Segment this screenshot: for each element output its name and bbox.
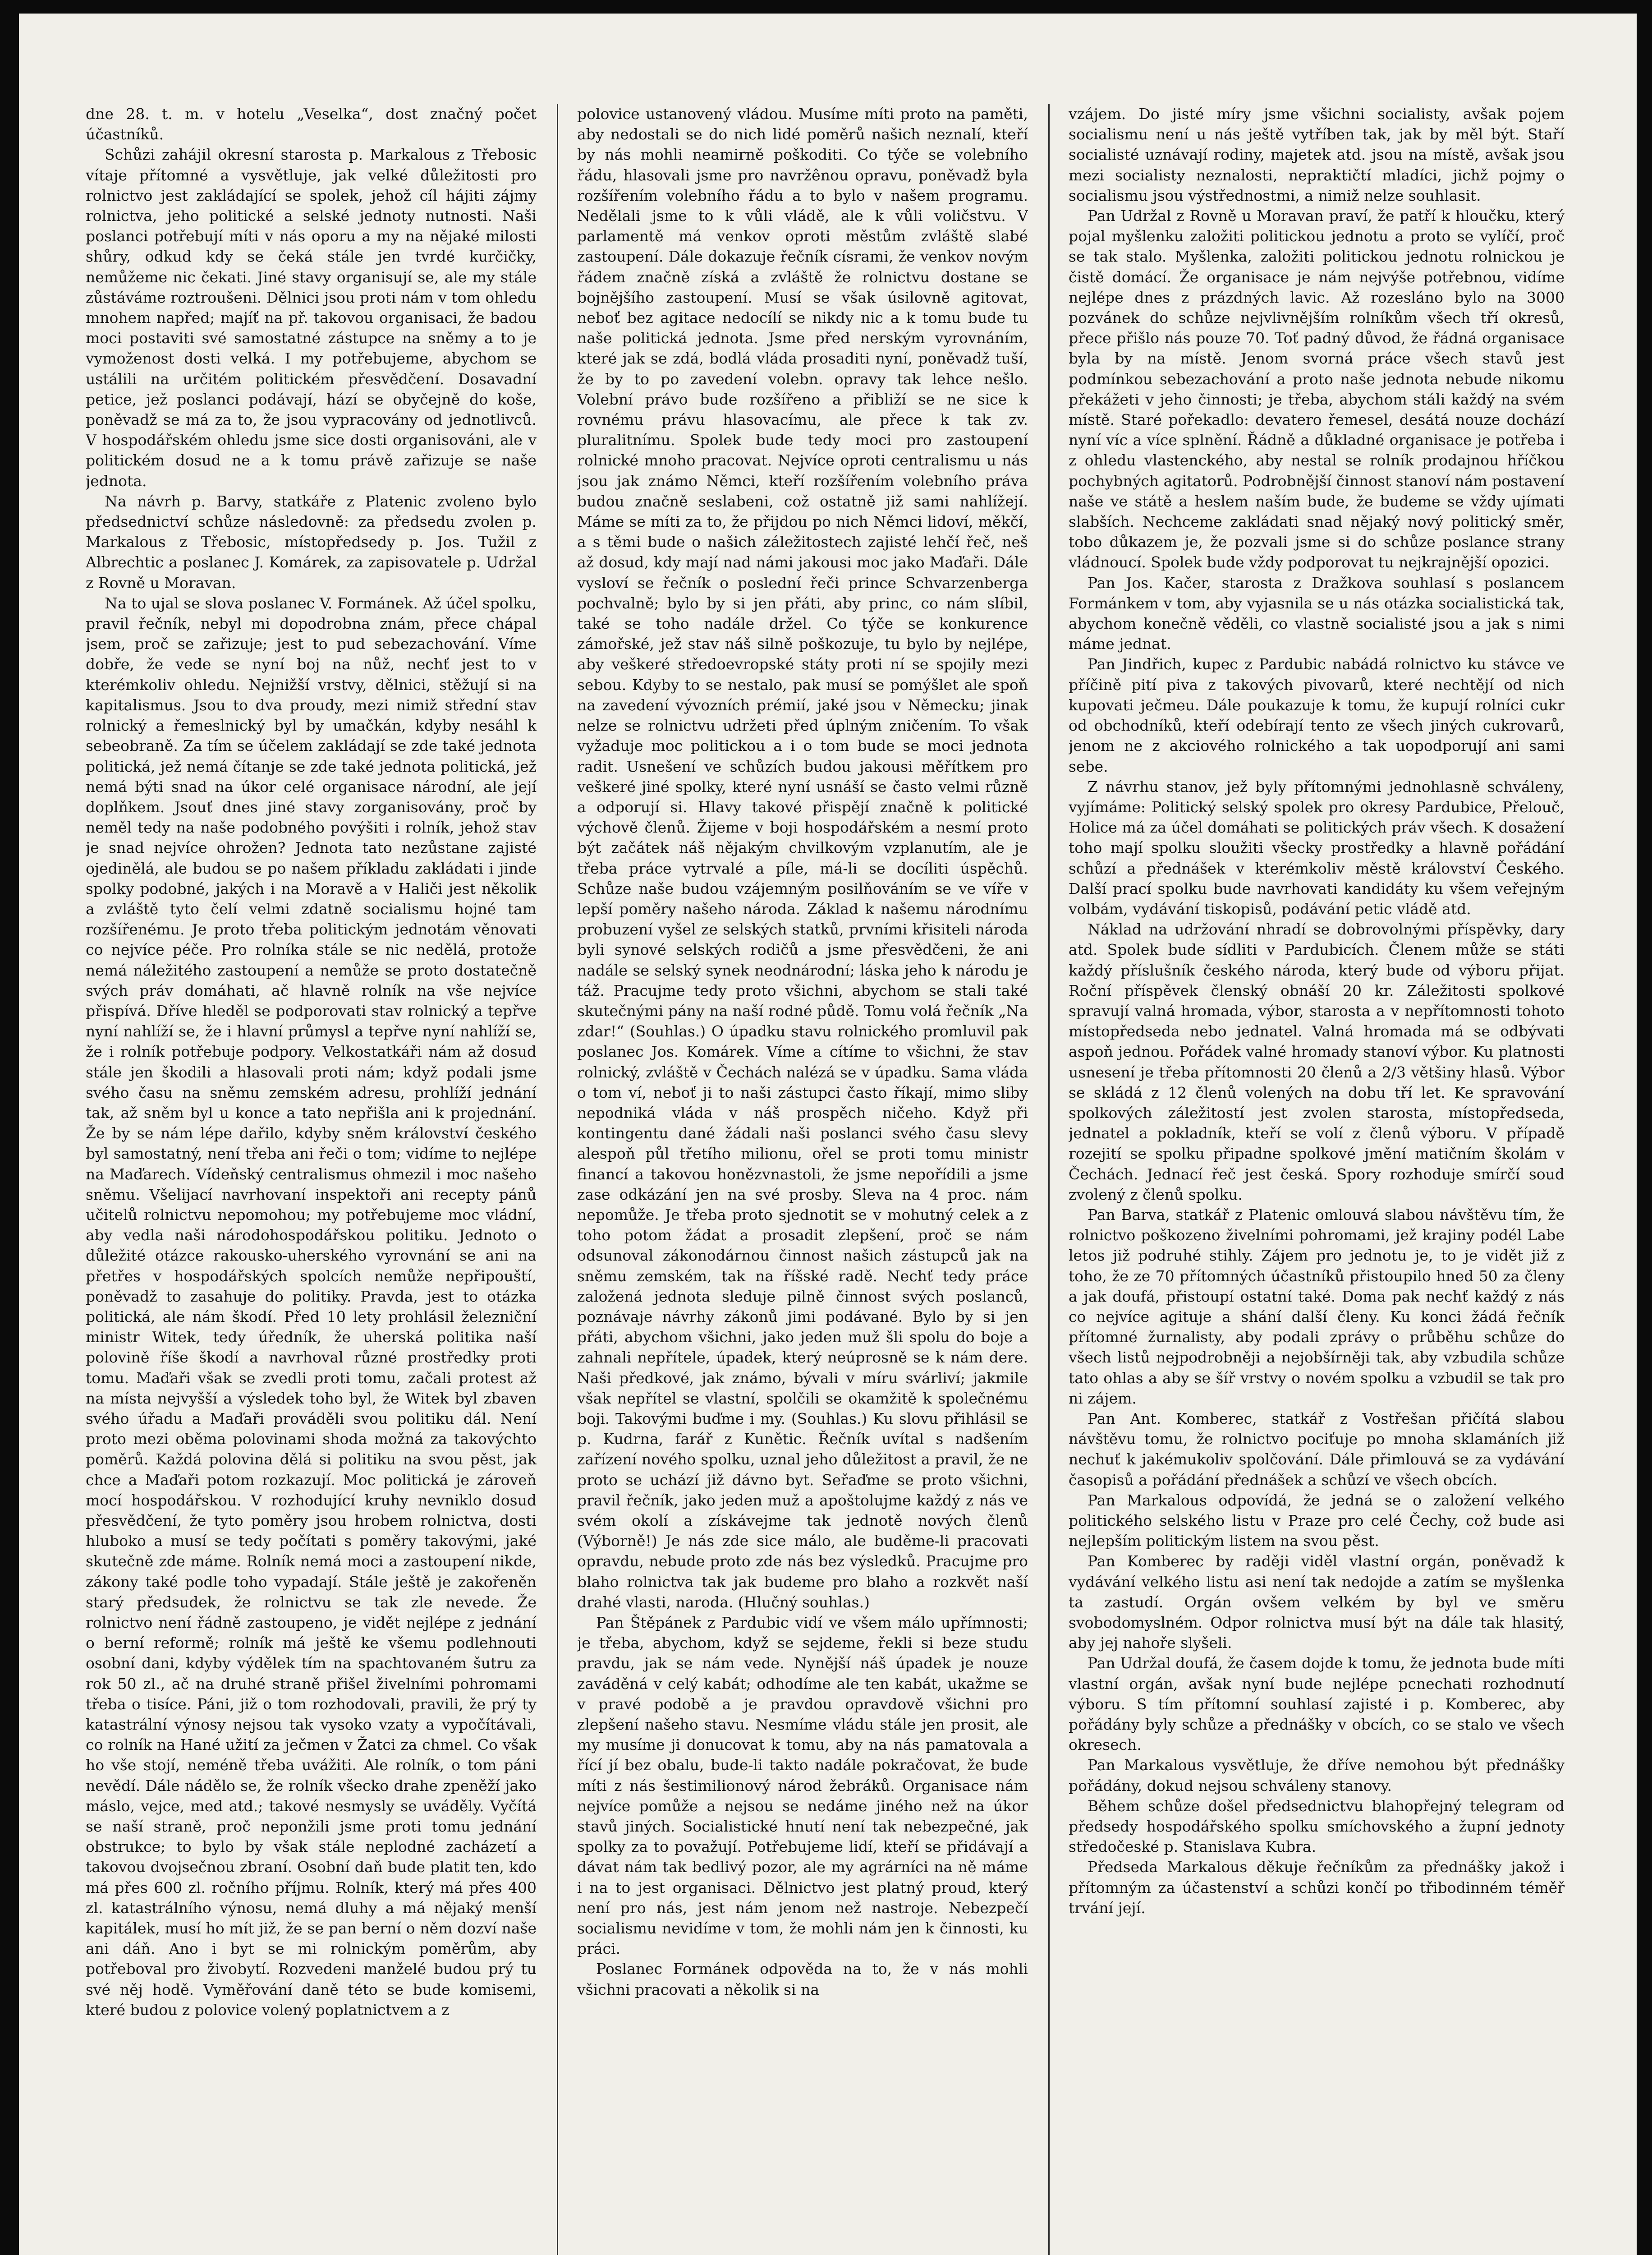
paragraph: Předseda Markalous děkuje řečníkům za přednášky jakož i přítomným za účastenství a schůzi končí po třibodinném téměř trvání její. [1069,1858,1565,1917]
column-divider [557,104,558,2255]
column-divider [1048,104,1050,2255]
paragraph: Schůzi zahájil okresní starosta p. Markalous z Třebosic vítaje přítomné a vysvětluje, jak velké důležitosti pro rolnictvo jest zakládající se spolek, jehož cíl hájiti zájmy rolnictva, jeho politické a selské jednoty nutnosti. Naši poslanci potřebují míti v nás oporu a my na nějaké milosti shůry, odkud kdy se čeká stále jen tvrdé kurčičky, nemůžeme nic čekati. Jiné stavy organisují se, ale my stále zůstáváme roztroušeni. Dělnici jsou proti nám v tom ohledu mnohem napřed; majíť na př. takovou organisaci, že badou moci postaviti své samostatné zástupce na sněmy a to je vymoženost dosti velká. I my potřebujeme, abychom se ustálili na určitém politickém přesvědčení. Dosavadní petice, jež poslanci podávají, hází se obyčejně do koše, poněvadž se má za to, že jsou vypracovány od jednotlivců. V hospodářském ohledu jsme sice dosti organisováni, ale v politickém dosud ne a k tomu právě zařizuje se naše jednota. [86,146,537,490]
paragraph: Pan Štěpánek z Pardubic vidí ve všem málo upřímnosti; je třeba, abychom, když se sejdeme, řekli si beze studu pravdu, jak se nám vede. Nynější náš úpadek je nouze zaváděná v celý kabát; odhodíme ale ten kabát, ukažme se v pravé podobě a je pravdou opravdově všichni pro zlepšení našeho stavu. Nesmíme vládu stále jen prosit, ale my musíme ji donucovat k tomu, aby na nás pamatovala a řící jí bez obalu, bude-li takto nadále pokračovat, že bude míti z nás šestimilionový národ žebráků. Organisace nám nejvíce pomůže a nejsou se nedáme jiného než na úkor stavů jiných. Socialistické hnutí není tak nebezpečné, jak spolky za to považují. Potřebujeme lidí, kteří se přidávají a dávat nám tak bedlivý pozor, ale my agrárníci na ně máme i na to jest organisaci. Dělnictvo jest platný proud, který není pro nás, jest nám jenom než nastroje. Nebezpečí socialismu nevidíme v tom, že mohli nám jen k činnosti, ku práci. [577,1614,1028,1958]
paragraph: vzájem. Do jisté míry jsme všichni socialisty, avšak pojem socialismu není u nás ještě vytříben tak, jak by měl být. Staří socialisté uznávají rodiny, majetek atd. jsou na místě, avšak jsou mezi socialisty neznalosti, nepraktičtí mladíci, jichž pojmy o socialismu jsou výstřednostmi, a nimiž nelze souhlasit. [1069,105,1565,204]
paragraph: Pan Jos. Kačer, starosta z Dražkova souhlasí s poslancem Formánkem v tom, aby vyjasnila se u nás otázka socialistická tak, abychom konečně věděli, co vlastně socialisté jsou a jak s nimi máme jednat. [1069,574,1565,653]
paragraph: Poslanec Formánek odpověda na to, že v nás mohli všichni pracovati a několik si na [577,1960,1028,1998]
paragraph: Pan Markalous vysvětluje, že dříve nemohou být přednášky pořádány, dokud nejsou schváleny stanovy. [1069,1756,1565,1795]
paragraph: Pan Ant. Komberec, statkář z Vostřešan přičítá slabou návštěvu tomu, že rolnictvo pociťuje po mnoha sklamáních již nechuť k jakémukoliv spolčování. Dále přimlouvá se za vydávání časopisů a pořádání přednášek a schůzí ve všech obcích. [1069,1410,1565,1489]
column-3 [1069,104,1565,2255]
column-1 [86,104,537,2255]
paragraph: polovice ustanovený vládou. Musíme míti proto na paměti, aby nedostali se do nich lidé poměrů našich neznalí, kteří by nás mohli neamirně poškoditi. Co týče se volebního řádu, hlasovali jsme pro navržênou opravu, poněvadž byla rozšířením volebního řádu a to bylo v našem programu. Nedělali jsme to k vůli vládě, ale k vůli voličstvu. V parlamentě má venkov oproti městům zvláště slabé zastoupení. Dále dokazuje řečník císrami, že venkov novým řádem značně získá a zvláště že rolnictvu dostane se bojnějšího zastoupení. Musí se však úsilovně agitovat, neboť bez agitace nedocílí se nikdy nic a k tomu bude tu naše politická jednota. Jsme před nerským vyrovnáním, které jak se zdá, bodlá vláda prosaditi nyní, poněvadž tuší, že by to po zavedení volebn. opravy tak lehce nešlo. Volební právo bude rozšířeno a přibliží se ne sice k rovnému právu hlasovacímu, ale přece k tak zv. pluralitnímu. Spolek bude tedy moci pro zastoupení rolnické mnoho pracovat. Nejvíce oproti centralismu u nás jsou jak známo Němci, kteří rozšířením volebního práva budou značně seslabeni, což ostatně již sami nahlížejí. Máme se míti za to, že přijdou po nich Němci lidoví, měkčí, a s těmi bude o našich záležitostech zajisté lehčí řeč, neš až dosud, kdy mají nad námi jakousi moc jako Maďaři. Dále vysloví se řečník o poslední řeči prince Schvarzenberga pochvalně; bylo by si jen přáti, aby princ, co nám slíbil, také se toho nadále držel. Co týče se konkurence zámořské, jež stav náš silně poškozuje, tu bylo by nejlépe, aby veškeré středoevropské státy proti ní se spojily mezi sebou. Kdyby to se nestalo, pak musí se pomýšlet ale spoň na zavedení vývozních prémií, jaké jsou v Německu; jinak nelze se rolnictvu udržeti před úplným zničením. To však vyžaduje moc politickou a i o tom bude se moci jednota radit. Usnešení ve schůzích budou jakousi měřítkem pro veškeré jiné spolky, které nyní usnáší se často velmi různě a odporují si. Hlavy takové přispějí značně k politické výchově členů. Žijeme v boji hospodářském a nesmí proto být začátek náš nějakým chvilkovým vzplanutím, ale je třeba práce vytrvalé a píle, má-li se docíliti úspěchů. Schůze naše budou vzájemným posilňováním se ve víře v lepší poměry našeho národa. Základ k našemu národnímu probuzení vyšel ze selských statků, prvními křisiteli národa byli synové selských rodičů a jsme přesvědčeni, že ani nadále se selský synek neodnárodní; láska jeho k národu je táž. Pracujme tedy proto všichni, abychom se stali také skutečnými pány na naší rodné půdě. Tomu volá řečník „Na zdar!“ (Souhlas.) O úpadku stavu rolnického promluvil pak poslanec Jos. Komárek. Víme a cítíme to všichni, že stav rolnický, zvláště v Čechách nalézá se v úpadku. Sama vláda o tom ví, neboť ji to naši zástupci často říkají, mimo sliby nepodniká vláda v náš prospěch ničeho. Když při kontingentu dané žádali naši poslanci svého času slevy alespoň půl třetího milionu, ořel se proti tomu ministr financí a takovou honězvnastoli, že jsme nepořídili a jsme zase odkázání jen na své prosby. Sleva na 4 proc. nám nepomůže. Je třeba proto sjednotit se v mohutný celek a z toho potom žádat a prosadit zlepšení, proč se nám odsunoval zákonodárnou činnost našich zástupců jak na sněmu zemském, tak na říšské radě. Nechť tedy práce založená jednota sleduje pilně činnost svých poslanců, poznávaje návrhy zákonů jimi podávané. Bylo by si jen přáti, abychom všichni, jako jeden muž šli spolu do boje a zahnali nepřítele, úpadek, který neúprosně se k nám dere. Naši předkové, jak známo, bývali v míru svárliví; jakmile však nepřítel se vlastní, spolčili se okamžitě k společnému boji. Takovými buďme i my. (Souhlas.) Ku slovu přihlásil se p. Kudrna, farář z Kunětic. Řečník uvítal s nadšením zařízení nového spolku, uznal jeho důležitost a pravil, že ne proto se uchází již dávno byt. Seřaďme se proto všichni, pravil řečník, jako jeden muž a apoštolujme každý z nás ve svém okolí a získávejme tak jednotě nových členů (Výborně!) Je nás zde sice málo, ale buděme-li pracovati opravdu, nebude proto zde nás bez výsledků. Pracujme pro blaho rolnictva tak jak budeme pro blaho a rozkvět naší drahé vlasti, naroda. (Hlučný souhlas.) [577,105,1028,1611]
paragraph: Pan Udržal doufá, že časem dojde k tomu, že jednota bude míti vlastní orgán, avšak nyní bude nejlépe pcnechati rozhodnutí výboru. S tím přítomní souhlasí zajisté i p. Komberec, aby pořádány byly schůze a přednášky v obcích, co se stalo ve všech okresech. [1069,1654,1565,1754]
paragraph: Na to ujal se slova poslanec V. Formánek. Až účel spolku, pravil řečník, nebyl mi dopodrobna znám, přece chápal jsem, proč se zařizuje; jest to pud sebezachování. Víme dobře, že vede se nyní boj na nůž, nechť jest to v kterémkoliv ohledu. Nejnižší vrstvy, dělnici, stěžují si na kapitalismus. Jsou to dva proudy, mezi nimiž střední stav rolnický a řemeslnický byl by umačkán, kdyby nesáhl k sebeobraně. Za tím se účelem zakládají se zde také jednota politická, jež nemá čítanje se zde také jednota politická, jež nemá býti snad na úkor celé organisace národní, ale její doplňkem. Jsouť dnes jiné stavy zorganisovány, proč by neměl tedy na naše podobného povýšiti i rolník, jehož stav je snad nejvíce ohrožen? Jednota tato nezůstane zajisté ojedinělá, ale budou se po našem příkladu zakládati i jinde spolky podobné, jakých i na Moravě a v Haliči jest několik a zvláště tyto čelí velmi zdatně socialismu hojné tam rozšířenému. Je proto třeba politickým jednotám věnovati co nejvíce péče. Pro rolníka stále se nic nedělá, protože nemá náležitého zastoupení a nemůže se proto dostatečně svých práv domáhati, ač hlavně rolník na vše nejvíce přispívá. Dříve hleděl se podporovati stav rolnický a tepřve nyní nahlíží se, že i hlavní průmysl a tepřve nyní nahlíží se, že i rolník potřebuje podpory. Velkostatkáři nám až dosud stále jen škodili a hlasovali proti nám; když podali jsme svého času na sněmu zemském adresu, prohlíží jednání tak, až sněm byl u konce a tato nepřišla ani k projednání. Že by se nám lépe dařilo, kdyby sněm království českého byl samostatný, není třeba ani řeči o tom; vidíme to nejlépe na Maďarech. Vídeňský centralismus ohmezil i moc našeho sněmu. Všelijací navrhovaní inspektoři ani recepty pánů učitelů rolnictvu nepomohou; my potřebujeme moc vládní, aby vedla naši národohospodářskou politiku. Jednoto o důležité otázce rakousko-uherského vyrovnání se ani na přetřes v hospodářských spolcích nemůže nepřipouští, poněvadž to zasahuje do politiky. Pravda, jest to otázka politická, ale nám škodí. Před 10 lety prohlásil železniční ministr Witek, tedy úředník, že uherská politika naší polovině říše škodí a navrhoval různé prostředky proti tomu. Maďaři však se zvedli proti tomu, začali protest až na místa nejvyšší a výsledek toho byl, že Witek byl zbaven svého úřadu a Maďaři prováděli svou politiku dál. Není proto mezi oběma polovinami shoda možná za takovýchto poměrů. Každá polovina dělá si politiku na svou pěst, jak chce a Maďaři potom rozkazují. Moc politická je zároveň mocí hospodářskou. V rozhodující kruhy nevniklo dosud přesvědčení, že tyto poměry jsou hrobem rolnictva, dosti hluboko a musí se tedy počítati s poměry takovými, jaké skutečně zde máme. Rolník nemá moci a zastoupení nikde, zákony také podle toho vypadají. Stále ještě je zakořeněn starý předsudek, že rolnictvu se tak zle nevede. Že rolnictvo není řádně zastoupeno, je vidět nejlépe z jednání o berní reformě; rolník má ještě ke všemu podlehnouti osobní dani, kdyby výdělek tím na spachtovaném šutru za rok 50 zl., ač na druhé straně přišel živelními pohromami třeba o tisíce. Páni, již o tom rozhodovali, pravili, že prý ty katastrální výnosy nejsou tak vysoko vzaty a vypočítávali, co rolník na Hané užití za ječmen v Žatci za chmel. Co však ho vše stojí, neméně třeba uvážiti. Ale rolník, o tom páni nevědí. Dále nádělo se, že rolník všecko drahe zpeněží jako máslo, vejce, med atd.; takové nesmysly se uváděly. Vyčítá se naší straně, proč neponžili jsme proti tomu jednání obstrukce; to bylo by však stále neplodné zacházetí a takovou dvojsečnou zbraní. Osobní daň bude platit ten, kdo má přes 600 zl. ročního příjmu. Rolník, který má přes 400 zl. katastrálního výnosu, nemá dluhy a má nějaký menší kapitálek, musí ho mít již, že se pan berní o něm dozví naše ani dáň. Ano i byt se mi rolnickým poměrům, aby potřeboval pro živobytí. Rozvedeni manželé budou prý tu své něj hodě. Vyměřování daně této se bude komisemi, které budou z polovice volený poplatnictvem a z [86,594,537,2019]
article-sheet [86,104,1565,2255]
paragraph: Pan Komberec by raději viděl vlastní orgán, poněvadž k vydávání velkého listu asi není tak nedojde a zatím se myšlenka ta zastudí. Orgán ovšem velkém by byl ve směru svobodomyslném. Odpor rolnictva musí být na dále tak hlasitý, aby jej nahoře slyšeli. [1069,1552,1565,1652]
paragraph: dne 28. t. m. v hotelu „Veselka“, dost značný počet účastníků. [86,105,537,143]
paragraph: Během schůze došel předsednictvu blahopřejný telegram od předsedy hospodářského spolku smíchovského a župní jednoty středočeské p. Stanislava Kubra. [1069,1797,1565,1856]
column-2 [577,104,1028,2255]
paragraph: Pan Udržal z Rovně u Moravan praví, že patří k hloučku, který pojal myšlenku založiti politickou jednotu a proto se vylíčí, proč se tak stalo. Myšlenka, založiti politickou jednotu rolnickou je čistě domácí. Že organisace je nám nejvýše potřebnou, vidíme nejlépe dnes z prázdných lavic. Až rozesláno bylo na 3000 pozvánek do schůze nejvlivnějším rolníkům všech tří okresů, přece přišlo nás pouze 70. Toť padný důvod, že řádná organisace byla by na místě. Jenom svorná práce všech stavů jest podmínkou sebezachování a proto naše jednota nebude nikomu překážeti v jeho činnosti; je třeba, abychom stáli každý na svém místě. Staré pořekadlo: devatero řemesel, desátá nouze dochází nyní víc a více splnění. Řádně a důkladné organisace je potřeba i z ohledu vlastenckého, aby nestal se rolník prodajnou hříčkou pochybných agitatorů. Podrobnější činnost stanoví nám postavení naše ve státě a heslem naším bude, že budeme se vždy ujímati slabších. Nechceme zakládati snad nějaký nový politický směr, tobo důkazem je, že pozvali jsme si do schůze poslance strany vládnoucí. Spolek bude vždy podporovat tu nejkrajnější opozici. [1069,207,1565,571]
paragraph: Pan Barva, statkář z Platenic omlouvá slabou návštěvu tím, že rolnictvo poškozeno živelními pohromami, jež krajiny podél Labe letos již podruhé stihly. Zájem pro jednotu je, to je vidět již z toho, že ze 70 přítomných účastníků přistoupilo hned 50 za členy a jak doufá, přistoupí ostatní také. Doma pak nechť každý z nás co nejvíce agituje a shání další členy. Ku konci žádá řečník přítomné žurnalisty, aby podali zprávy o průběhu schůze do všech listů nejpodrobněji a nejobšírněji tak, aby vzbudila schůze tato ohlas a aby se šíř vrstvy o novém spolku a vzbudil se tak pro ni zájem. [1069,1206,1565,1407]
paragraph: Z návrhu stanov, jež byly přítomnými jednohlasně schváleny, vyjímáme: Politický selský spolek pro okresy Pardubice, Přelouč, Holice má za účel domáhati se politických práv všech. K dosažení toho mají spolku sloužiti všecky prostředky a hlavně pořádání schůzí a přednášek v kterémkoliv městě království Českého. Další prací spolku bude navrhovati kandidáty ku všem veřejným volbám, vydávání tiskopisů, podávání petic vládě atd. [1069,778,1565,918]
paragraph: Pan Jindřich, kupec z Pardubic nabádá rolnictvo ku stávce ve příčině pití piva z takových pivovarů, které nechtějí od nich kupovati ječmeu. Dále poukazuje k tomu, že kupují rolníci cukr od obchodníků, kteří odebírají tento ze všech jiných cukrovarů, jenom ne z akciového rolnického a tak uopodporují ani sami sebe. [1069,655,1565,775]
paragraph: Pan Markalous odpovídá, že jedná se o založení velkého politického selského listu v Praze pro celé Čechy, což bude asi nejlepším politickým listem na svou pěst. [1069,1491,1565,1550]
paragraph: Náklad na udržování nhradí se dobrovolnými příspěvky, dary atd. Spolek bude sídliti v Pardubicích. Členem může se státi každý příslušník českého národa, který bude od výboru přijat. Roční příspěvek členský obnáší 20 kr. Záležitosti spolkové spravují valná hromada, výbor, starosta a v nepřítomnosti tohoto místopředseda nebo jednatel. Valná hromada má se odbývati aspoň jednou. Pořádek valné hromady stanoví výbor. Ku platnosti usnesení je třeba přítomnosti 20 členů a 2/3 většiny hlasů. Výbor se skládá z 12 členů volených na dobu tří let. Ke spravování spolkových záležitostí jest zvolen starosta, místopředseda, jednatel a pokladník, kteří se volí z členů výboru. V případě rozejití se spolku připadne spolkové jmění matičním školám v Čechách. Jednací řeč jest česká. Spory rozhoduje smírčí soud zvolený z členů spolku. [1069,920,1565,1203]
paragraph: Na návrh p. Barvy, statkáře z Platenic zvoleno bylo předsednictví schůze následovně: za předsedu zvolen p. Markalous z Třebosic, místopředsedy p. Jos. Tužil z Albrechtic a poslanec J. Komárek, za zapisovatele p. Udržal z Rovně u Moravan. [86,492,537,592]
